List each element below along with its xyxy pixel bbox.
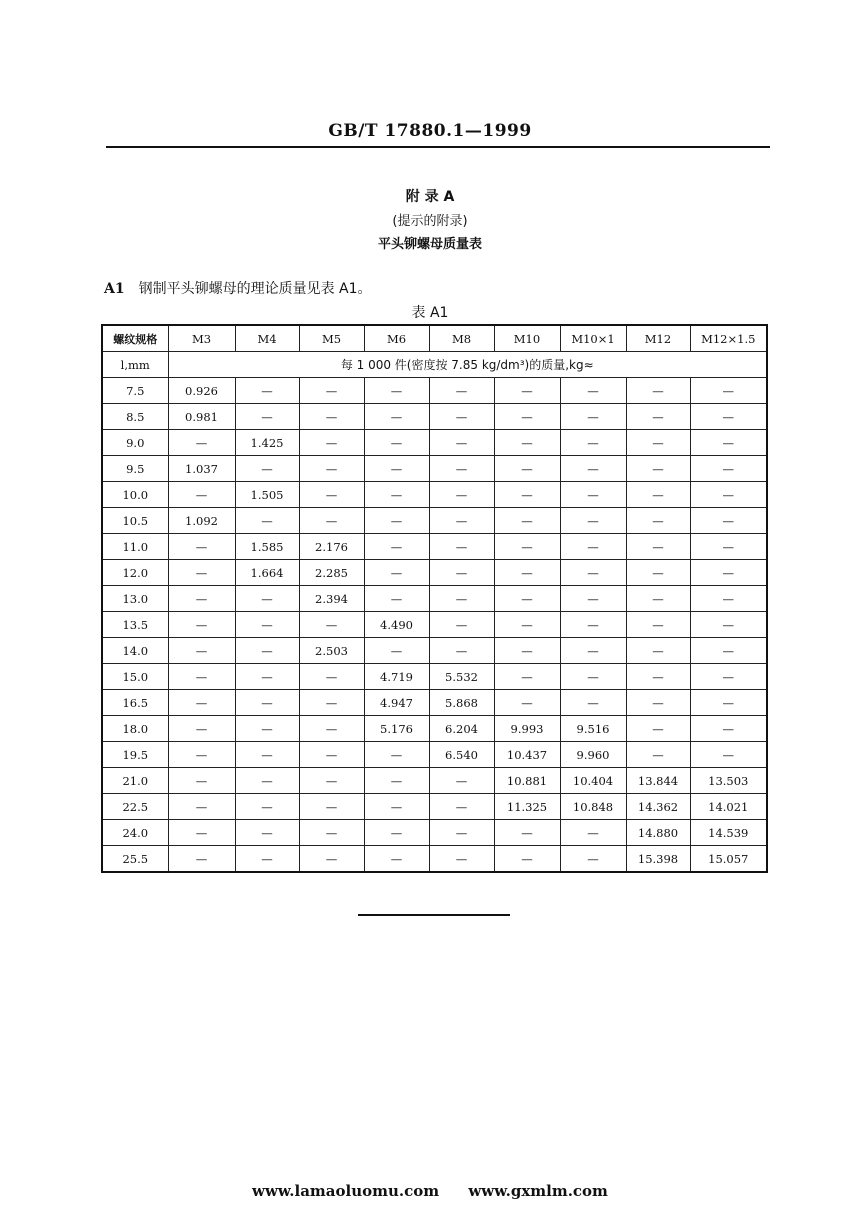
- mass-value-cell: —: [429, 612, 494, 638]
- mass-value-cell: —: [299, 716, 364, 742]
- mass-value-cell: —: [494, 378, 560, 404]
- length-cell: 10.0: [102, 482, 168, 508]
- mass-value-cell: —: [299, 794, 364, 820]
- mass-value-cell: —: [299, 378, 364, 404]
- mass-note-cell: 每 1 000 件(密度按 7.85 kg/dm³)的质量,kg≈: [168, 352, 767, 378]
- mass-value-cell: —: [168, 638, 235, 664]
- mass-value-cell: 1.585: [235, 534, 299, 560]
- mass-value-cell: —: [690, 716, 767, 742]
- mass-value-cell: —: [235, 664, 299, 690]
- footer-links: [0, 1182, 860, 1200]
- mass-value-cell: —: [235, 508, 299, 534]
- mass-value-cell: —: [560, 378, 626, 404]
- mass-value-cell: —: [429, 768, 494, 794]
- mass-value-cell: —: [364, 482, 429, 508]
- mass-value-cell: —: [494, 586, 560, 612]
- table-row: [102, 378, 767, 404]
- mass-value-cell: 10.404: [560, 768, 626, 794]
- mass-value-cell: —: [626, 534, 690, 560]
- mass-value-cell: —: [235, 742, 299, 768]
- mass-value-cell: —: [168, 534, 235, 560]
- mass-value-cell: 10.437: [494, 742, 560, 768]
- length-cell: 13.0: [102, 586, 168, 612]
- mass-value-cell: 6.204: [429, 716, 494, 742]
- mass-value-cell: —: [168, 716, 235, 742]
- mass-value-cell: —: [429, 456, 494, 482]
- mass-value-cell: —: [299, 820, 364, 846]
- length-cell: 24.0: [102, 820, 168, 846]
- mass-value-cell: —: [626, 430, 690, 456]
- mass-value-cell: —: [235, 586, 299, 612]
- mass-value-cell: 14.880: [626, 820, 690, 846]
- mass-value-cell: —: [429, 846, 494, 873]
- length-cell: 12.0: [102, 560, 168, 586]
- mass-value-cell: —: [690, 404, 767, 430]
- mass-value-cell: —: [364, 742, 429, 768]
- mass-value-cell: 1.664: [235, 560, 299, 586]
- mass-value-cell: —: [690, 508, 767, 534]
- table-row: [102, 586, 767, 612]
- table-row: [102, 638, 767, 664]
- mass-value-cell: —: [299, 768, 364, 794]
- mass-value-cell: —: [626, 378, 690, 404]
- table-unit-row: [102, 352, 767, 378]
- mass-value-cell: —: [364, 820, 429, 846]
- mass-value-cell: —: [364, 846, 429, 873]
- mass-value-cell: —: [690, 430, 767, 456]
- mass-value-cell: —: [560, 638, 626, 664]
- mass-value-cell: —: [299, 482, 364, 508]
- mass-value-cell: 4.490: [364, 612, 429, 638]
- mass-value-cell: 1.092: [168, 508, 235, 534]
- mass-value-cell: —: [429, 794, 494, 820]
- mass-value-cell: —: [560, 508, 626, 534]
- mass-value-cell: —: [494, 664, 560, 690]
- mass-value-cell: —: [560, 586, 626, 612]
- mass-value-cell: 9.960: [560, 742, 626, 768]
- length-cell: 18.0: [102, 716, 168, 742]
- mass-value-cell: —: [494, 534, 560, 560]
- mass-value-cell: —: [626, 482, 690, 508]
- appendix-title: 附 录 A: [405, 189, 455, 205]
- mass-value-cell: —: [299, 430, 364, 456]
- mass-value-cell: 13.503: [690, 768, 767, 794]
- mass-value-cell: —: [626, 586, 690, 612]
- mass-value-cell: 9.516: [560, 716, 626, 742]
- mass-value-cell: 2.503: [299, 638, 364, 664]
- mass-value-cell: —: [690, 664, 767, 690]
- column-header: M6: [364, 325, 429, 352]
- mass-value-cell: —: [494, 638, 560, 664]
- mass-value-cell: —: [626, 742, 690, 768]
- column-header: M8: [429, 325, 494, 352]
- length-cell: 13.5: [102, 612, 168, 638]
- footer-link[interactable]: www.gxmlm.com: [468, 1182, 608, 1200]
- table-row: [102, 456, 767, 482]
- header-divider: [106, 146, 770, 148]
- mass-value-cell: 1.037: [168, 456, 235, 482]
- mass-value-cell: —: [364, 794, 429, 820]
- mass-value-cell: —: [299, 846, 364, 873]
- mass-value-cell: —: [168, 690, 235, 716]
- footer-link[interactable]: www.lamaoluomu.com: [252, 1182, 440, 1200]
- appendix-subtitle: (提示的附录): [392, 214, 468, 229]
- mass-value-cell: —: [560, 664, 626, 690]
- mass-value-cell: —: [429, 430, 494, 456]
- length-cell: 9.5: [102, 456, 168, 482]
- mass-value-cell: —: [560, 534, 626, 560]
- mass-value-cell: —: [690, 482, 767, 508]
- length-cell: 19.5: [102, 742, 168, 768]
- mass-value-cell: —: [168, 742, 235, 768]
- mass-value-cell: —: [429, 378, 494, 404]
- column-header: M4: [235, 325, 299, 352]
- mass-value-cell: 13.844: [626, 768, 690, 794]
- mass-value-cell: —: [235, 768, 299, 794]
- mass-value-cell: —: [364, 456, 429, 482]
- mass-value-cell: —: [235, 378, 299, 404]
- column-header: M3: [168, 325, 235, 352]
- mass-value-cell: 5.176: [364, 716, 429, 742]
- table-row: [102, 742, 767, 768]
- mass-value-cell: —: [429, 820, 494, 846]
- mass-value-cell: —: [235, 612, 299, 638]
- mass-value-cell: —: [299, 612, 364, 638]
- mass-value-cell: —: [168, 430, 235, 456]
- mass-value-cell: —: [168, 794, 235, 820]
- table-row: [102, 664, 767, 690]
- table-row: [102, 820, 767, 846]
- mass-value-cell: —: [690, 638, 767, 664]
- mass-value-cell: 10.881: [494, 768, 560, 794]
- mass-value-cell: —: [429, 534, 494, 560]
- mass-value-cell: 5.532: [429, 664, 494, 690]
- column-header: M12: [626, 325, 690, 352]
- mass-value-cell: —: [690, 378, 767, 404]
- mass-value-cell: —: [494, 846, 560, 873]
- mass-value-cell: 2.285: [299, 560, 364, 586]
- mass-value-cell: —: [364, 638, 429, 664]
- mass-value-cell: —: [235, 638, 299, 664]
- mass-value-cell: —: [235, 404, 299, 430]
- mass-value-cell: —: [690, 690, 767, 716]
- table-row: [102, 404, 767, 430]
- mass-value-cell: —: [364, 378, 429, 404]
- mass-value-cell: 14.021: [690, 794, 767, 820]
- mass-value-cell: —: [364, 430, 429, 456]
- table-row: [102, 768, 767, 794]
- mass-value-cell: —: [626, 560, 690, 586]
- table-caption: 表 A1: [411, 305, 449, 321]
- mass-value-cell: —: [494, 508, 560, 534]
- mass-value-cell: —: [494, 560, 560, 586]
- mass-value-cell: —: [429, 638, 494, 664]
- mass-value-cell: —: [299, 742, 364, 768]
- mass-value-cell: —: [235, 794, 299, 820]
- mass-value-cell: —: [560, 690, 626, 716]
- mass-value-cell: —: [168, 664, 235, 690]
- mass-value-cell: —: [560, 820, 626, 846]
- mass-value-cell: —: [429, 508, 494, 534]
- mass-value-cell: —: [168, 612, 235, 638]
- mass-value-cell: —: [299, 404, 364, 430]
- mass-value-cell: —: [168, 846, 235, 873]
- mass-value-cell: —: [690, 612, 767, 638]
- mass-value-cell: —: [690, 534, 767, 560]
- mass-value-cell: 15.057: [690, 846, 767, 873]
- mass-value-cell: 11.325: [494, 794, 560, 820]
- mass-value-cell: —: [626, 456, 690, 482]
- standard-code: GB/T 17880.1—1999: [328, 121, 532, 141]
- mass-value-cell: —: [494, 820, 560, 846]
- mass-value-cell: 4.947: [364, 690, 429, 716]
- mass-value-cell: —: [494, 430, 560, 456]
- table-row: [102, 508, 767, 534]
- mass-value-cell: —: [168, 586, 235, 612]
- length-cell: 25.5: [102, 846, 168, 873]
- mass-value-cell: —: [494, 690, 560, 716]
- table-row: [102, 612, 767, 638]
- mass-value-cell: —: [690, 586, 767, 612]
- mass-value-cell: —: [364, 508, 429, 534]
- mass-value-cell: 5.868: [429, 690, 494, 716]
- table-row: [102, 690, 767, 716]
- mass-value-cell: —: [560, 404, 626, 430]
- table-row: [102, 560, 767, 586]
- length-cell: 21.0: [102, 768, 168, 794]
- table-row: [102, 846, 767, 873]
- mass-value-cell: 1.425: [235, 430, 299, 456]
- column-header: M10×1: [560, 325, 626, 352]
- column-header: M5: [299, 325, 364, 352]
- mass-value-cell: —: [364, 404, 429, 430]
- mass-value-cell: —: [626, 690, 690, 716]
- mass-value-cell: —: [235, 716, 299, 742]
- mass-value-cell: —: [690, 560, 767, 586]
- clause-text: 钢制平头铆螺母的理论质量见表 A1。: [138, 281, 372, 297]
- mass-value-cell: 2.176: [299, 534, 364, 560]
- column-header: M10: [494, 325, 560, 352]
- mass-value-cell: —: [494, 612, 560, 638]
- length-cell: 9.0: [102, 430, 168, 456]
- mass-value-cell: —: [299, 508, 364, 534]
- mass-value-cell: 0.981: [168, 404, 235, 430]
- mass-value-cell: —: [560, 482, 626, 508]
- mass-value-cell: —: [494, 404, 560, 430]
- mass-value-cell: —: [299, 456, 364, 482]
- mass-value-cell: 15.398: [626, 846, 690, 873]
- mass-value-cell: —: [626, 664, 690, 690]
- mass-value-cell: —: [235, 690, 299, 716]
- mass-value-cell: —: [626, 612, 690, 638]
- mass-value-cell: —: [690, 742, 767, 768]
- table-header-row: [102, 325, 767, 352]
- table-row: [102, 534, 767, 560]
- mass-value-cell: —: [429, 404, 494, 430]
- spec-label-cell: 螺纹规格: [102, 325, 168, 352]
- mass-value-cell: —: [364, 586, 429, 612]
- mass-value-cell: —: [690, 456, 767, 482]
- mass-value-cell: 2.394: [299, 586, 364, 612]
- clause-a1: [104, 278, 372, 298]
- mass-value-cell: —: [168, 560, 235, 586]
- mass-value-cell: —: [235, 846, 299, 873]
- table-row: [102, 430, 767, 456]
- mass-value-cell: —: [626, 716, 690, 742]
- table-row: [102, 794, 767, 820]
- mass-value-cell: —: [299, 664, 364, 690]
- mass-value-cell: —: [429, 586, 494, 612]
- length-cell: 22.5: [102, 794, 168, 820]
- clause-number: A1: [104, 281, 125, 297]
- mass-value-cell: —: [364, 560, 429, 586]
- mass-value-cell: —: [429, 560, 494, 586]
- mass-value-cell: —: [560, 456, 626, 482]
- mass-value-cell: 4.719: [364, 664, 429, 690]
- mass-value-cell: —: [560, 846, 626, 873]
- mass-value-cell: —: [626, 508, 690, 534]
- mass-value-cell: 10.848: [560, 794, 626, 820]
- mass-value-cell: —: [168, 768, 235, 794]
- length-cell: 8.5: [102, 404, 168, 430]
- mass-value-cell: —: [235, 820, 299, 846]
- column-header: M12×1.5: [690, 325, 767, 352]
- mass-value-cell: 1.505: [235, 482, 299, 508]
- appendix-name: 平头铆螺母质量表: [377, 237, 482, 252]
- length-cell: 14.0: [102, 638, 168, 664]
- mass-value-cell: —: [560, 612, 626, 638]
- mass-value-cell: —: [560, 560, 626, 586]
- mass-value-cell: —: [299, 690, 364, 716]
- mass-value-cell: —: [494, 456, 560, 482]
- mass-value-cell: 14.362: [626, 794, 690, 820]
- mass-value-cell: 9.993: [494, 716, 560, 742]
- mass-value-cell: —: [429, 482, 494, 508]
- mass-value-cell: 14.539: [690, 820, 767, 846]
- table-row: [102, 716, 767, 742]
- length-cell: 11.0: [102, 534, 168, 560]
- table-row: [102, 482, 767, 508]
- mass-value-cell: —: [626, 638, 690, 664]
- mass-value-cell: —: [168, 482, 235, 508]
- length-cell: 15.0: [102, 664, 168, 690]
- length-cell: 10.5: [102, 508, 168, 534]
- length-cell: 7.5: [102, 378, 168, 404]
- length-cell: 16.5: [102, 690, 168, 716]
- mass-value-cell: 0.926: [168, 378, 235, 404]
- length-label-cell: l,mm: [102, 352, 168, 378]
- table-body: [102, 378, 767, 873]
- mass-value-cell: —: [235, 456, 299, 482]
- mass-value-cell: —: [560, 430, 626, 456]
- mass-value-cell: —: [494, 482, 560, 508]
- mass-value-cell: —: [364, 768, 429, 794]
- mass-value-cell: —: [626, 404, 690, 430]
- mass-value-cell: —: [168, 820, 235, 846]
- mass-value-cell: 6.540: [429, 742, 494, 768]
- footer-divider: [358, 914, 510, 916]
- mass-table: [101, 324, 768, 873]
- mass-value-cell: —: [364, 534, 429, 560]
